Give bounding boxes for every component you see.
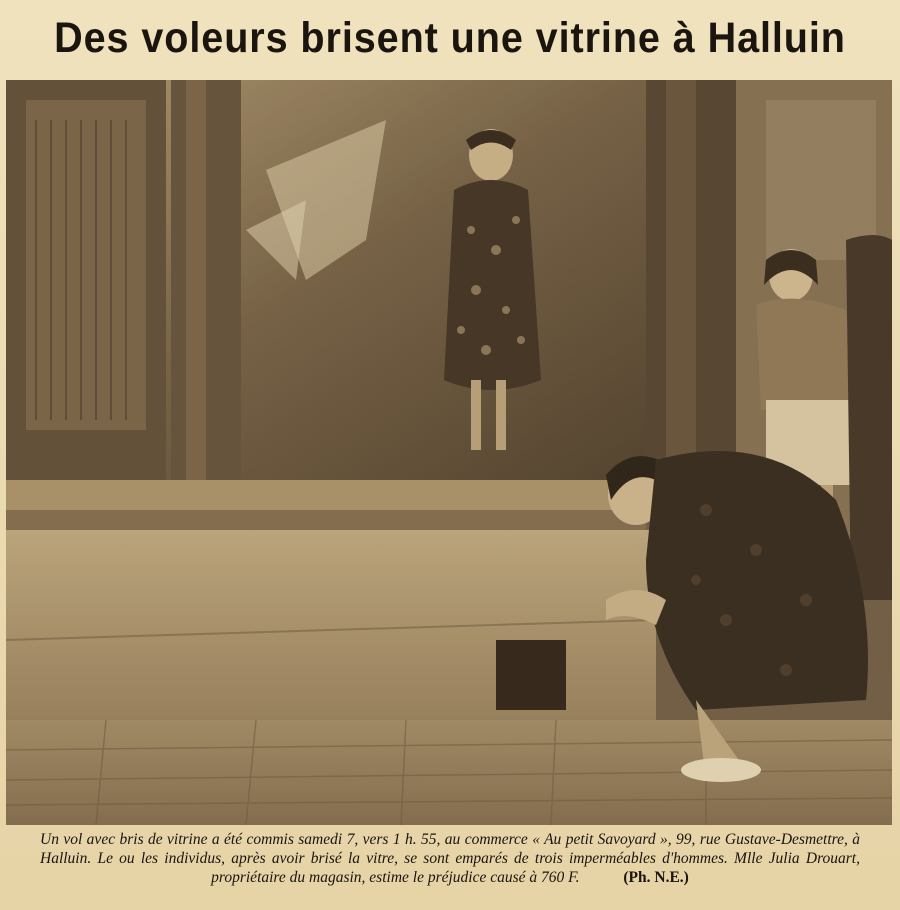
photo-credit: (Ph. N.E.) [623,869,689,886]
photo-caption [40,830,860,887]
caption-text: Un vol avec bris de vitrine a été commis samedi 7, vers 1 h. 55, au commerce « Au petit Savoyard », 99, rue Gustave-Desmettre, à Halluin. Le ou les individus, après avoir brisé la vitre, se sont emparés de trois imperméables d'hommes. Mlle Julia Drouart, propriétaire du magasin, estime le préjudice causé à 760 F. [40,831,860,886]
photo-illustration [6,80,892,825]
news-photo [6,80,892,825]
headline: Des voleurs brisent une vitrine à Halluin [54,13,846,62]
